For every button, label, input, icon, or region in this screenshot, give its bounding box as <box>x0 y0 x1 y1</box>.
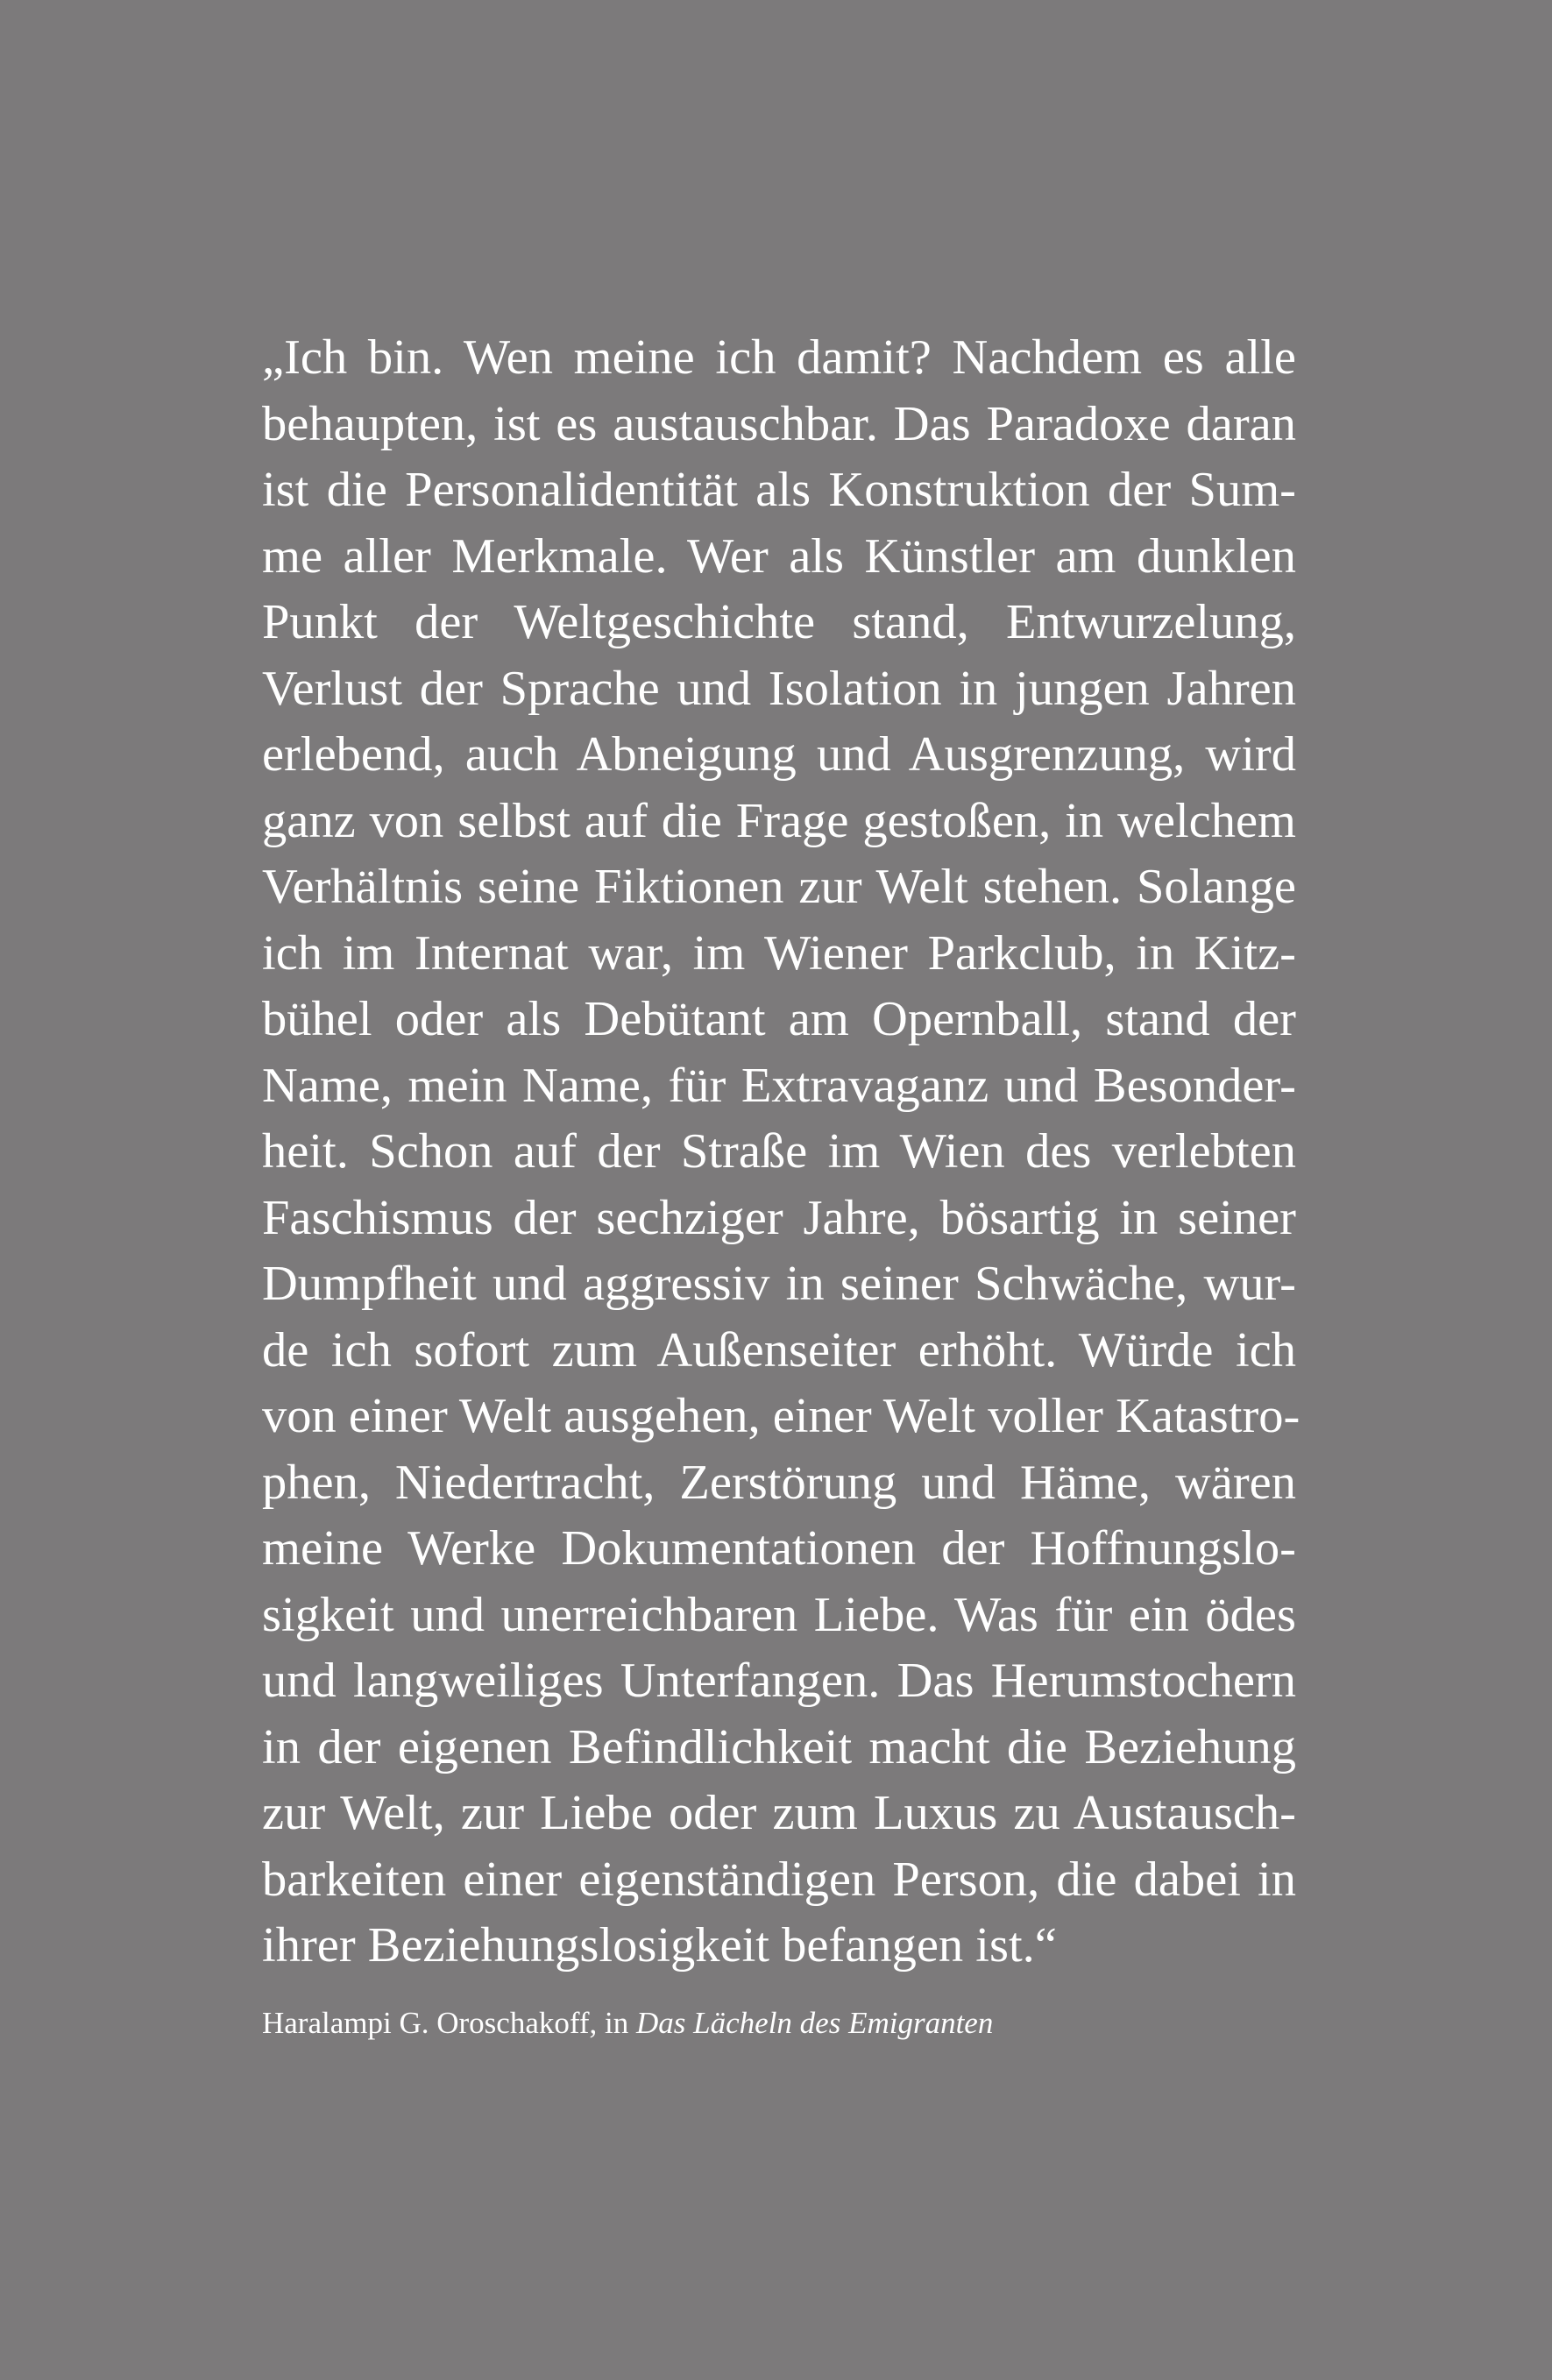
quote-line: heit. Schon auf der Straße im Wien des verlebten <box>262 1124 1296 1179</box>
quote-line: ist die Personalidentität als Konstruktion der Sum- <box>262 463 1296 517</box>
quote-line: meine Werke Dokumentationen der Hoffnungslo- <box>262 1521 1296 1576</box>
quote-line: Faschismus der sechziger Jahre, bösartig in seiner <box>262 1190 1296 1245</box>
quote-line: Verlust der Sprache und Isolation in jungen Jahren <box>262 661 1296 716</box>
attribution-author: Haralampi G. Oroschakoff, in <box>262 2006 637 2040</box>
quote-line-last: ihrer Beziehungslosigkeit befangen ist.“ <box>262 1918 1057 1973</box>
quote-line: zur Welt, zur Liebe oder zum Luxus zu Austausch- <box>262 1786 1296 1840</box>
quote-line: „Ich bin. Wen meine ich damit? Nachdem es alle <box>262 330 1296 385</box>
quote-line: Verhältnis seine Fiktionen zur Welt stehen. Solange <box>262 860 1296 914</box>
quote-line: in der eigenen Befindlichkeit macht die Beziehung <box>262 1719 1296 1774</box>
quote-line: behaupten, ist es austauschbar. Das Paradoxe daran <box>262 396 1296 451</box>
attribution <box>262 2001 993 2045</box>
quote-line: Dumpfheit und aggressiv in seiner Schwäche, wur- <box>262 1257 1296 1311</box>
quote-block <box>262 325 1300 1980</box>
quote-line: phen, Niedertracht, Zerstörung und Häme, wären <box>262 1455 1296 1510</box>
quote-line: von einer Welt ausgehen, einer Welt voller Katastro- <box>262 1389 1300 1443</box>
quote-line: barkeiten einer eigenständigen Person, die dabei in <box>262 1852 1296 1907</box>
quote-line: erlebend, auch Abneigung und Ausgrenzung, wird <box>262 727 1296 782</box>
attribution-book-title: Das Lächeln des Emigranten <box>636 2006 994 2040</box>
quote-line: me aller Merkmale. Wer als Künstler am dunklen <box>262 528 1296 584</box>
quote-line: sigkeit und unerreichbaren Liebe. Was für ein ödes <box>262 1587 1296 1642</box>
quote-line: bühel oder als Debütant am Opernball, stand der <box>262 992 1296 1046</box>
quote-line: ich im Internat war, im Wiener Parkclub, in Kitz- <box>262 925 1296 981</box>
quote-line: Name, mein Name, für Extravaganz und Besonder- <box>262 1058 1296 1113</box>
quote-line: und langweiliges Unterfangen. Das Herumstochern <box>262 1654 1296 1708</box>
quote-line: de ich sofort zum Außenseiter erhöht. Würde ich <box>262 1322 1296 1378</box>
quote-line: Punkt der Weltgeschichte stand, Entwurzelung, <box>262 595 1296 649</box>
quote-line: ganz von selbst auf die Frage gestoßen, in welchem <box>262 793 1296 848</box>
